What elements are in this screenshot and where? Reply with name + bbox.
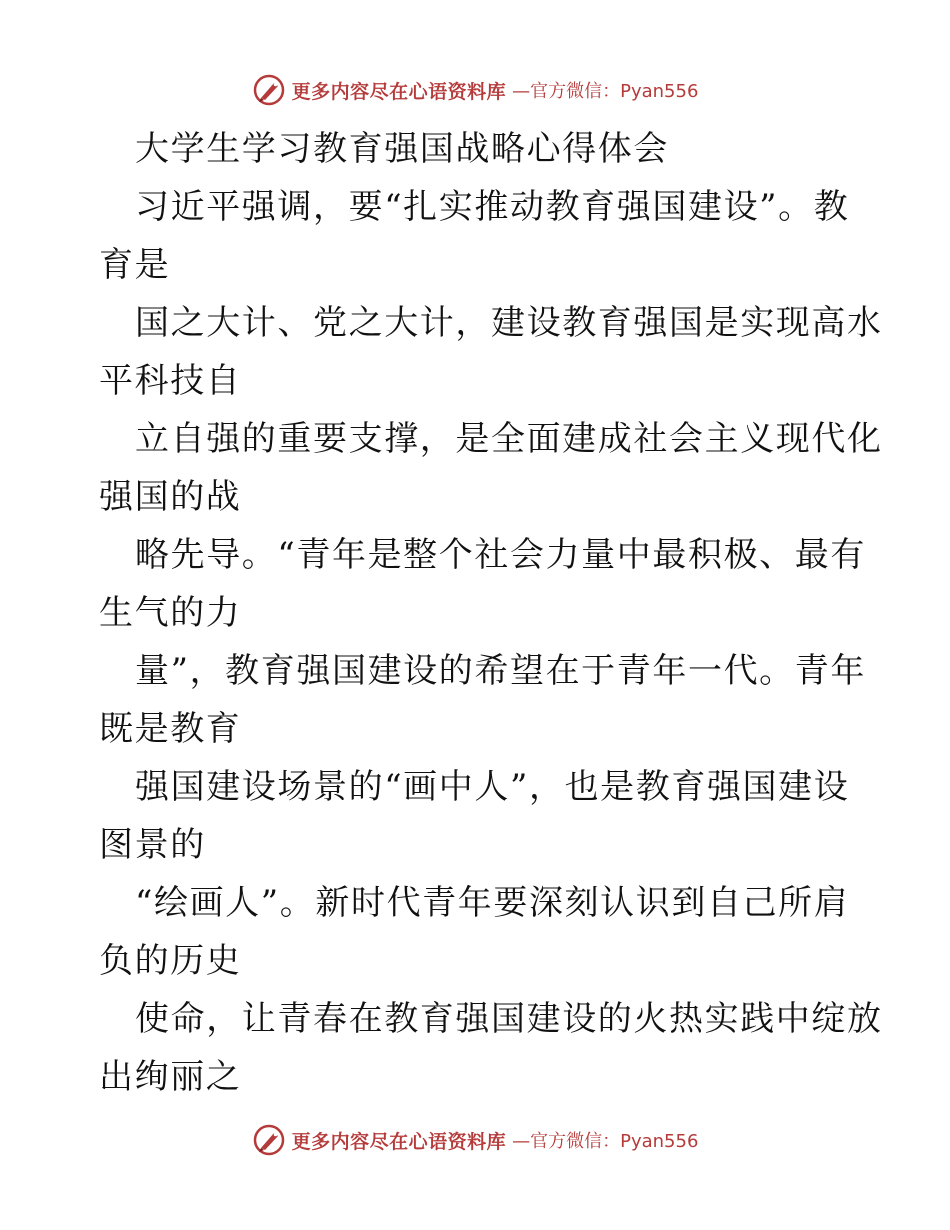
text-line: 既是教育 xyxy=(99,709,242,749)
pen-logo-icon xyxy=(252,1123,286,1157)
banner-wechat-text: —官方微信：Pyan556 xyxy=(512,81,699,102)
text-line: 强国建设场景的“画中人”，也是教育强国建设 xyxy=(135,767,850,807)
document-title: 大学生学习教育强国战略心得体会 xyxy=(135,129,669,169)
text-line: 图景的 xyxy=(99,825,206,865)
text-line: 平科技自 xyxy=(99,361,242,401)
pen-logo-icon xyxy=(252,73,286,107)
footer-banner xyxy=(0,1120,950,1160)
text-line: 立自强的重要支撑，是全面建成社会主义现代化 xyxy=(135,419,883,459)
banner-wechat-text: —官方微信：Pyan556 xyxy=(512,1131,699,1152)
text-line: 生气的力 xyxy=(99,593,242,633)
text-line: 国之大计、党之大计，建设教育强国是实现高水 xyxy=(135,303,883,343)
text-line: 育是 xyxy=(99,245,171,285)
text-line: 出绚丽之 xyxy=(99,1057,242,1097)
document-paragraph xyxy=(99,178,883,1106)
banner-brand-text: 更多内容尽在心语资料库 xyxy=(291,80,507,103)
text-line: “绘画人”。新时代青年要深刻认识到自己所肩 xyxy=(135,883,850,923)
header-banner xyxy=(0,70,950,110)
document-body xyxy=(99,120,883,1106)
banner-brand-text: 更多内容尽在心语资料库 xyxy=(291,1130,507,1153)
text-line: 强国的战 xyxy=(99,477,242,517)
text-line: 负的历史 xyxy=(99,941,242,981)
text-line: 习近平强调，要“扎实推动教育强国建设”。教 xyxy=(135,187,850,227)
text-line: 略先导。“青年是整个社会力量中最积极、最有 xyxy=(135,535,866,575)
text-line: 使命，让青春在教育强国建设的火热实践中绽放 xyxy=(135,999,883,1039)
text-line: 量”，教育强国建设的希望在于青年一代。青年 xyxy=(135,651,866,691)
